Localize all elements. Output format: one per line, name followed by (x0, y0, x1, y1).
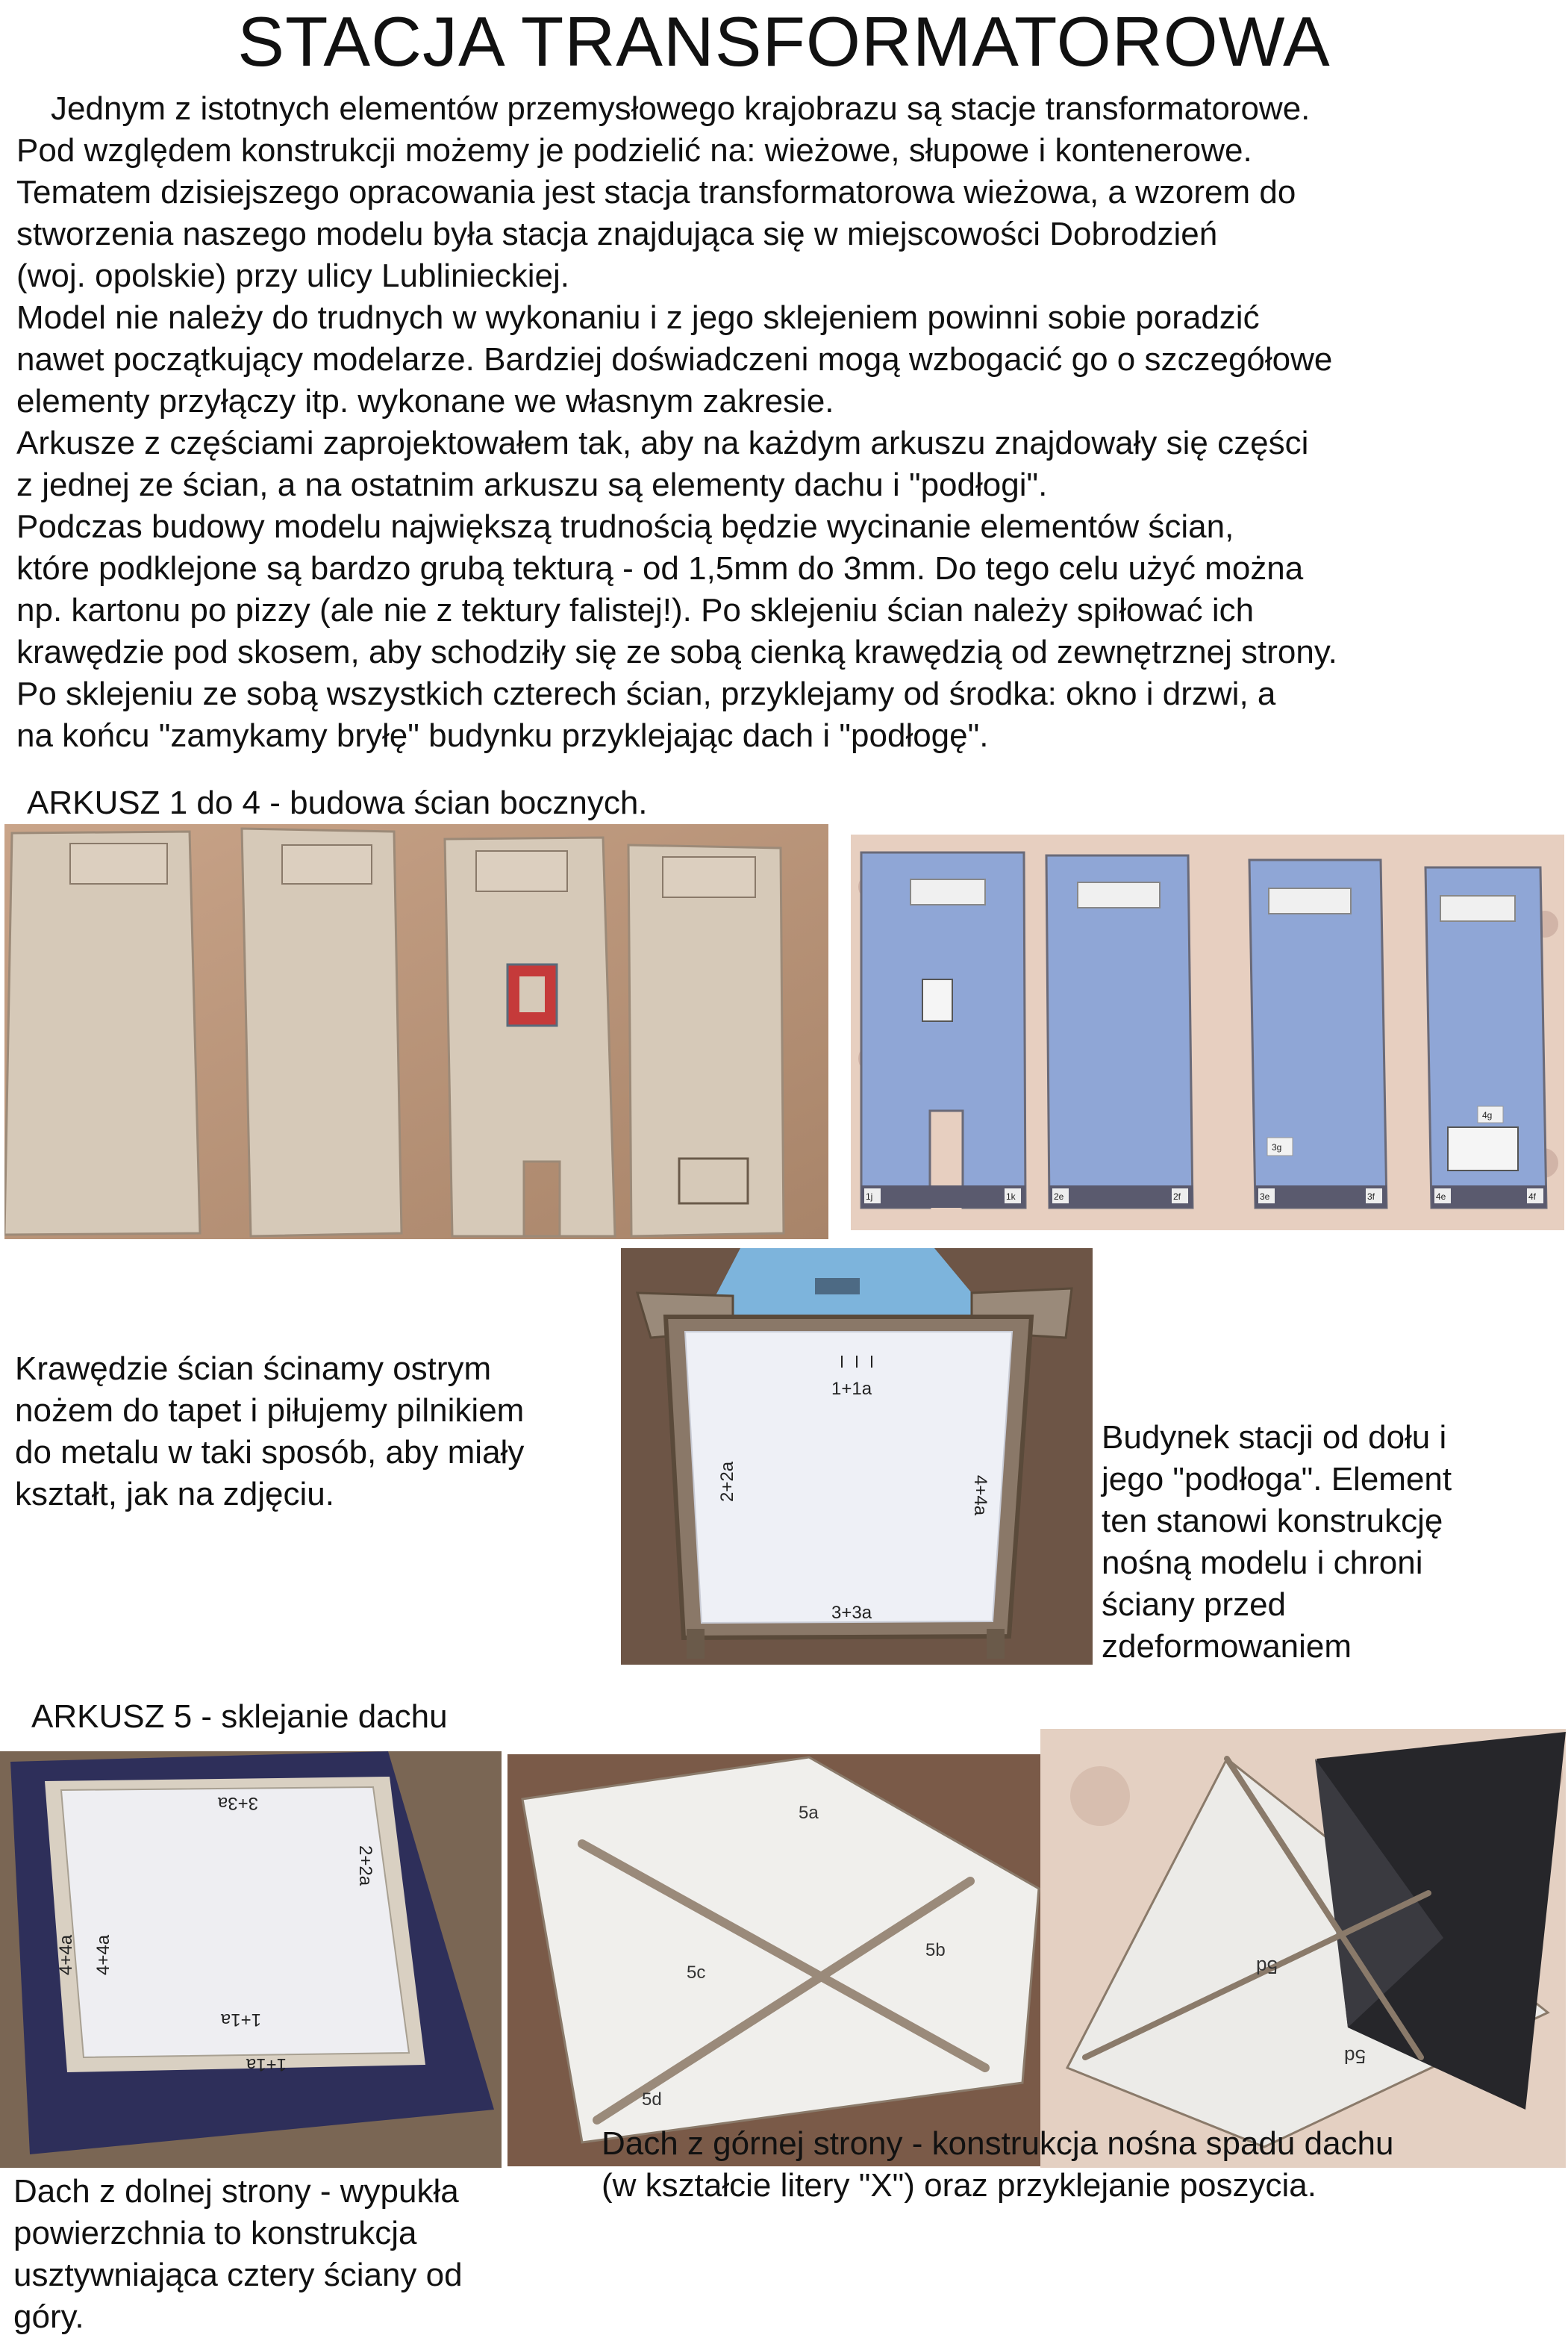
roof-mark: 3+3a (217, 1793, 258, 1813)
caption-line: Dach z dolnej strony - wypukła (13, 2173, 459, 2210)
caption-line: Budynek stacji od dołu i (1102, 1419, 1447, 1456)
intro-line: które podklejone są bardzo grubą tekturą - od 1,5mm do 3mm. Do tego celu użyć można (16, 550, 1304, 587)
intro-line: Po sklejeniu ze sobą wszystkich czterech ścian, przyklejamy od środka: okno i drzwi, a (16, 676, 1276, 712)
wall-tag: 3e (1260, 1191, 1270, 1202)
wall-tag: 2f (1173, 1191, 1181, 1202)
section-heading-sheets-1-4: ARKUSZ 1 do 4 - budowa ścian bocznych. (27, 785, 648, 821)
intro-line: krawędzie pod skosem, aby schodziły się ze sobą cienką krawędzią od zewnętrznej strony. (16, 634, 1337, 670)
intro-line: Arkusze z częściami zaprojektowałem tak, aby na każdym arkuszu znajdowały się części (16, 425, 1309, 461)
wall-tag: 2e (1054, 1191, 1064, 1202)
roof-mark: 4+4a (56, 1934, 76, 1975)
caption-line: góry. (13, 2298, 84, 2335)
photo-roof-x (507, 1754, 1043, 2166)
roof-mark: 1+1a (220, 2010, 261, 2030)
caption-line: nożem do tapet i piłujemy pilnikiem (15, 1392, 525, 1429)
caption-line: do metalu w taki sposób, aby miały (15, 1434, 525, 1471)
caption-line: jego "podłoga". Element (1102, 1461, 1452, 1497)
caption-floor (1102, 1417, 1549, 1668)
caption-edges (15, 1348, 612, 1515)
floor-mark: 2+2a (717, 1461, 737, 1502)
wall-tag: 4e (1436, 1191, 1446, 1202)
caption-line: Krawędzie ścian ścinamy ostrym (15, 1350, 492, 1387)
caption-line: zdeformowaniem (1102, 1628, 1352, 1665)
roof-mark: 5d (1344, 2045, 1366, 2068)
section-heading-sheet-5: ARKUSZ 5 - sklejanie dachu (31, 1698, 448, 1735)
roof-mark: 1+1a (246, 2054, 287, 2075)
intro-line: Model nie należy do trudnych w wykonaniu i z jego sklejeniem powinni sobie poradzić (16, 299, 1260, 336)
caption-roof-bottom (13, 2171, 581, 2338)
page-title: STACJA TRANSFORMATOROWA (237, 2, 1331, 81)
wall-tag: 1j (866, 1191, 873, 1202)
caption-roof-top (602, 2123, 1564, 2207)
roof-mark: 5d (642, 2089, 662, 2110)
caption-line: ściany przed (1102, 1586, 1287, 1623)
caption-line: powierzchnia to konstrukcja (13, 2215, 417, 2251)
intro-line: np. kartonu po pizzy (ale nie z tektury falistej!). Po sklejeniu ścian należy spiłować ich (16, 592, 1255, 629)
photo-gray-walls (4, 824, 828, 1239)
intro-line: Podczas budowy modelu największą trudnością będzie wycinanie elementów ścian, (16, 508, 1234, 545)
roof-mark: 5d (1256, 1956, 1278, 1978)
intro-line: stworzenia naszego modelu była stacja znajdująca się w miejscowości Dobrodzień (16, 216, 1218, 252)
wall-tag: 4g (1482, 1110, 1493, 1120)
window-frame-icon (507, 964, 557, 1026)
floor-mark: 1+1a (831, 1379, 872, 1399)
roof-mark: 5b (925, 1940, 946, 1960)
intro-line: na końcu "zamykamy bryłę" budynku przyklejając dach i "podłogę". (16, 717, 989, 754)
photo-roof-bottom (0, 1751, 502, 2168)
floor-mark: 3+3a (831, 1603, 872, 1623)
intro-line: z jednej ze ścian, a na ostatnim arkuszu są elementy dachu i "podłogi". (16, 467, 1048, 503)
roof-mark: 5c (687, 1963, 706, 1983)
floor-mark: 4+4a (970, 1475, 990, 1516)
intro-text (16, 88, 1561, 757)
caption-line: Dach z górnej strony - konstrukcja nośna spadu dachu (602, 2125, 1394, 2162)
intro-line: nawet początkujący modelarze. Bardziej doświadczeni mogą wzbogacić go o szczegółowe (16, 341, 1333, 378)
roof-mark: 5a (799, 1803, 819, 1823)
roof-mark: 4+4a (93, 1934, 113, 1975)
photo-roof-cover (1040, 1729, 1566, 2168)
caption-line: (w kształcie litery "X") oraz przyklejanie poszycia. (602, 2167, 1316, 2204)
wall-tag: 3g (1272, 1142, 1282, 1153)
caption-line: usztywniająca cztery ściany od (13, 2257, 463, 2293)
photo-blue-walls (851, 835, 1564, 1230)
caption-line: ten stanowi konstrukcję (1102, 1503, 1443, 1539)
roof-mark: 2+2a (355, 1845, 375, 1886)
intro-line: elementy przyłączy itp. wykonane we własnym zakresie. (16, 383, 834, 420)
photo-floor (621, 1248, 1093, 1665)
wall-tag: 1k (1006, 1191, 1016, 1202)
intro-line: Pod względem konstrukcji możemy je podzielić na: wieżowe, słupowe i kontenerowe. (16, 132, 1252, 169)
caption-line: kształt, jak na zdjęciu. (15, 1476, 334, 1512)
intro-line: Jednym z istotnych elementów przemysłowego krajobrazu są stacje transformatorowe. (51, 90, 1311, 127)
wall-tag: 4f (1528, 1191, 1537, 1202)
caption-line: nośną modelu i chroni (1102, 1544, 1423, 1581)
intro-line: (woj. opolskie) przy ulicy Lublinieckiej. (16, 258, 569, 294)
wall-tag: 3f (1367, 1191, 1375, 1202)
intro-line: Tematem dzisiejszego opracowania jest stacja transformatorowa wieżowa, a wzorem do (16, 174, 1296, 211)
